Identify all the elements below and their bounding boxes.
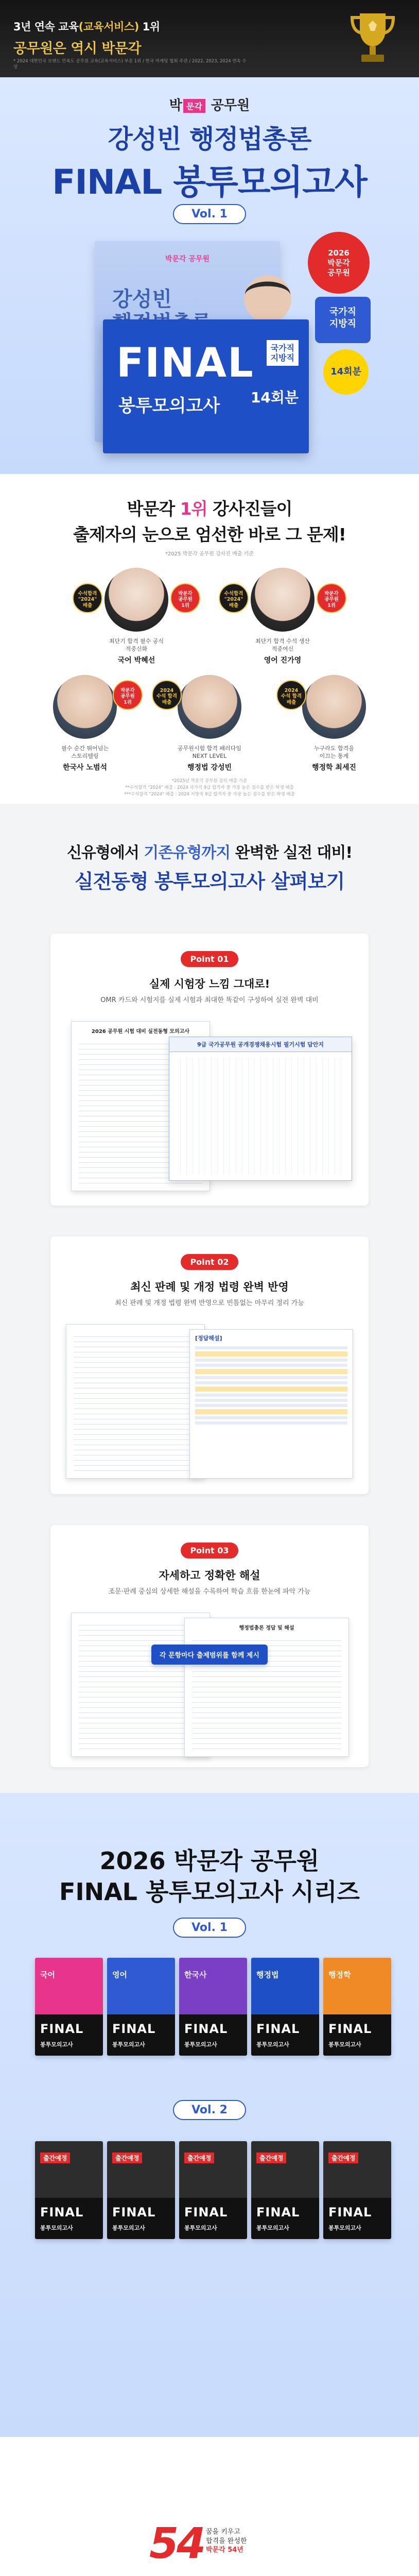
text-line xyxy=(195,1404,347,1407)
series-book[interactable] xyxy=(179,1958,247,2056)
instructor-photo xyxy=(78,568,193,632)
book-sub: 봉투모의고사 xyxy=(256,2041,289,2048)
hero-section xyxy=(0,77,419,474)
point-card-1 xyxy=(50,934,369,1206)
instructors-section xyxy=(0,474,419,804)
instructor-card xyxy=(26,675,144,772)
hero-title: 강성빈 행정법총론 xyxy=(108,124,311,154)
instructor-badge: 박문각 공무원 1위 xyxy=(113,680,143,710)
point-card-3 xyxy=(50,1525,369,1767)
instructor-badge: 2024 수석 합격 배출 xyxy=(276,680,306,710)
exam-sheet-lines xyxy=(74,1332,197,1471)
badge-2026: 2026 박문각 공무원 xyxy=(308,232,370,294)
omr-card xyxy=(169,1037,352,1181)
book-subject: 행정법 xyxy=(256,1970,279,1979)
instructor-badge: 2024 수석 합격 배출 xyxy=(152,680,182,710)
book-subject: 한국사 xyxy=(184,1970,207,1979)
instructor-badge: 수석합격 "2024" 배출 xyxy=(219,583,249,613)
point-title: 최신 판례 및 개정 법령 완벽 반영 xyxy=(130,1281,289,1293)
instructor-photo xyxy=(224,568,339,632)
point-pill: Point 03 xyxy=(181,1543,238,1558)
book-sub: 봉투모의고사 xyxy=(184,2225,217,2231)
point-pill-wrap xyxy=(50,1254,369,1270)
trophy-icon xyxy=(347,9,398,66)
book-bottom xyxy=(251,2014,319,2056)
instructor-desc: 누구라도 합격을 이끄는 통계 xyxy=(314,745,354,759)
text-line xyxy=(195,1364,347,1367)
text-line xyxy=(195,1381,347,1384)
point-desc: OMR 카드와 시험지를 실제 시험과 최대한 똑같이 구성하여 실전 완벽 대비 xyxy=(100,996,319,1004)
points-section xyxy=(0,804,419,1793)
book-top xyxy=(251,2141,319,2198)
book-final: FINAL xyxy=(256,2205,300,2219)
brand-box: 문각 xyxy=(183,99,205,113)
omr-title: 9급 국가공무원 공개경쟁채용시험 필기시험 답안지 xyxy=(169,1037,352,1052)
hero-subtitle: FINAL 봉투모의고사 xyxy=(52,162,367,202)
text-line xyxy=(195,1416,347,1419)
law-explanation-box xyxy=(189,1329,353,1479)
instructor-card xyxy=(77,568,196,665)
instructor-name: 행정학 최세진 xyxy=(311,763,357,772)
book-final: FINAL xyxy=(40,2022,84,2036)
series-section xyxy=(0,1793,419,2437)
book-sub: 봉투모의고사 xyxy=(40,2041,73,2048)
book-status: 출간예정 xyxy=(328,2153,358,2163)
point-title: 실제 시험장 느낌 그대로! xyxy=(149,978,270,990)
vol-pill: Vol. 1 xyxy=(173,204,246,224)
award-footnote: * 2024 대한민국 브랜드 만족도 공무원 교육(교육서비스) 부문 1위 / 한국 마케팅 협회 주관 / 2022, 2023, 2024 연속 수상 xyxy=(13,59,247,70)
book-top xyxy=(107,1958,175,2014)
book-subject: 영어 xyxy=(112,1970,127,1979)
instructor-card xyxy=(223,568,342,665)
instructor-name: 행정법 강성빈 xyxy=(187,763,232,772)
point-desc: 최신 판례 및 개정 법령 완벽 반영으로 빈틈없는 마무리 정리 가능 xyxy=(115,1299,304,1307)
instructor-desc: 필수 순간 뛰어넘는 스토리텔링 xyxy=(61,745,109,759)
text-line xyxy=(195,1359,347,1362)
text-line xyxy=(195,1421,347,1425)
instructor-card xyxy=(275,675,393,772)
series-book[interactable] xyxy=(323,1958,391,2056)
exam-sheet-lines xyxy=(79,1620,202,1749)
instructor-photo xyxy=(53,675,135,739)
answer-sheet-title: 행정법총론 정답 및 해설 xyxy=(239,1625,294,1631)
point-pill: Point 01 xyxy=(181,951,238,967)
exam-sheet-title: 2026 공무원 시험 대비 실전동형 모의고사 xyxy=(91,1029,190,1035)
intro-text-end: 완벽한 실전 대비! xyxy=(230,844,353,862)
instructors-note: *2025 박문각 공무원 강사진 매출 기준 xyxy=(165,551,254,557)
footnote-line: ***수석합격 "2024" 배출 : 2024 지방직 9급 합격자 중 가장 높은 점수를 받은 학생 배출 xyxy=(124,791,295,797)
heading-highlight: 1위 xyxy=(180,499,207,519)
intro-text: 신유형에서 xyxy=(66,844,144,862)
point-card-2 xyxy=(50,1236,369,1494)
heading-text-end: 강사진들이 xyxy=(207,499,292,519)
book-bottom xyxy=(179,2014,247,2056)
award-rank: 1위 xyxy=(138,21,160,33)
law-box-title: [정답해설] xyxy=(195,1335,222,1342)
brand-logo xyxy=(0,95,419,114)
instructors-footnotes xyxy=(0,778,419,798)
book-cover-front xyxy=(103,319,309,453)
anniversary-text xyxy=(206,2528,247,2555)
book-final: FINAL xyxy=(256,2022,300,2036)
book-tag: 국가직 지방직 xyxy=(267,340,299,366)
book-sub: 봉투모의고사 xyxy=(328,2041,361,2048)
book-top xyxy=(179,1958,247,2014)
exam-sheet xyxy=(66,1324,205,1479)
text-line xyxy=(195,1346,347,1349)
book-top xyxy=(35,1958,103,2014)
highlight-line xyxy=(195,1386,347,1392)
footer-section xyxy=(0,2437,419,2576)
book-bottom xyxy=(323,2014,391,2056)
footnote-line: **수석합격 "2024" 배출 : 2024 국가직 9급 합격자 중 가장 높은 점수를 받은 학생 배출 xyxy=(125,785,294,790)
anniversary-line: 합격을 완성한 xyxy=(206,2537,247,2545)
book-status: 출간예정 xyxy=(184,2153,214,2163)
series-book[interactable] xyxy=(35,1958,103,2056)
award-text: 3년 연속 교육 xyxy=(13,21,79,33)
book-sub: 봉투모의고사 xyxy=(112,2225,145,2231)
book-top xyxy=(323,1958,391,2014)
series-book-upcoming xyxy=(35,2141,103,2239)
anniversary-brand: 박문각 54년 xyxy=(206,2546,243,2554)
book-final: FINAL xyxy=(328,2205,372,2219)
award-highlight: (교육서비스) xyxy=(78,21,139,33)
book-top xyxy=(35,2141,103,2198)
intro-highlight: 기존유형까지 xyxy=(144,844,231,862)
point-title: 자세하고 정확한 해설 xyxy=(159,1569,260,1582)
instructors-subheading: 출제자의 눈으로 엄선한 바로 그 문제! xyxy=(73,524,346,545)
series-title: 2026 박문각 공무원 xyxy=(99,1847,320,1875)
book-bottom xyxy=(179,2198,247,2239)
series-book[interactable] xyxy=(107,1958,175,2056)
book-final: FINAL xyxy=(40,2205,84,2219)
book-brand: 박문각 공무원 xyxy=(165,255,210,263)
book-bottom xyxy=(107,2198,175,2239)
highlight-line xyxy=(195,1369,347,1374)
text-line xyxy=(195,1399,347,1402)
book-top xyxy=(107,2141,175,2198)
award-banner xyxy=(0,0,419,77)
book-sub: 봉투모의고사 xyxy=(184,2041,217,2048)
series-book-upcoming xyxy=(107,2141,175,2239)
book-status: 출간예정 xyxy=(256,2153,286,2163)
book-final: FINAL xyxy=(112,2205,156,2219)
badge-count: 14회분 xyxy=(323,349,369,395)
book-top xyxy=(179,2141,247,2198)
instructor-badge: 수석합격 "2024" 배출 xyxy=(73,583,102,613)
anniversary-line: 꿈을 키우고 xyxy=(206,2528,240,2536)
book-sub: 봉투모의고사 xyxy=(328,2225,361,2231)
book-sub: 봉투모의고사 xyxy=(112,2041,145,2048)
book-final-sub: 봉투모의고사 xyxy=(118,396,220,416)
brand-text: 박 xyxy=(169,98,182,113)
book-sub: 봉투모의고사 xyxy=(256,2225,289,2231)
instructor-card xyxy=(150,675,269,772)
instructor-name: 한국사 노범석 xyxy=(62,763,108,772)
point-pill: Point 02 xyxy=(181,1254,238,1270)
book-sub: 봉투모의고사 xyxy=(40,2225,73,2231)
book-status: 출간예정 xyxy=(40,2153,70,2163)
book-final: FINAL xyxy=(112,2022,156,2036)
vol1-pill: Vol. 1 xyxy=(173,1918,246,1938)
points-intro xyxy=(0,840,419,862)
vol2-pill: Vol. 2 xyxy=(173,2100,246,2120)
book-top xyxy=(323,2141,391,2198)
book-final: FINAL xyxy=(328,2022,372,2036)
series-book-upcoming xyxy=(251,2141,319,2239)
instructor-name: 영어 진가영 xyxy=(264,656,302,665)
book-bottom xyxy=(107,2014,175,2056)
brand-suffix: 공무원 xyxy=(206,98,250,113)
omr-grid xyxy=(174,1058,346,1175)
book-count: 14회분 xyxy=(250,389,299,406)
book-title-line1: 강성빈 xyxy=(112,287,172,311)
footnote-line: *2025년 박문각 공무원 강의 매출 기준 xyxy=(171,778,248,784)
callout-label: 각 문항마다 출제범위를 함께 제시 xyxy=(151,1645,268,1665)
book-bottom xyxy=(251,2198,319,2239)
instructor-photo xyxy=(281,675,366,739)
point-pill-wrap xyxy=(50,1543,369,1558)
book-subject: 행정학 xyxy=(328,1970,351,1979)
instructor-name: 국어 박혜선 xyxy=(117,656,155,665)
vol1-wrap xyxy=(0,1918,419,1938)
book-final: FINAL xyxy=(116,340,254,386)
book-final: FINAL xyxy=(184,2205,228,2219)
instructor-desc: 공무원시험 합격 패러다임 NEXT LEVEL xyxy=(178,745,241,759)
book-subject: 국어 xyxy=(40,1970,55,1979)
instructor-badge: 박문각 공무원 1위 xyxy=(170,583,200,613)
text-line xyxy=(195,1394,347,1397)
point-desc: 조문·판례 중심의 상세한 해설을 수록하여 학습 흐름 한눈에 파악 가능 xyxy=(108,1588,311,1596)
series-book-upcoming xyxy=(323,2141,391,2239)
instructor-desc: 최단기 합격 필수 공식 적중신화 xyxy=(109,638,164,652)
points-title: 실전동형 봉투모의고사 살펴보기 xyxy=(74,870,345,893)
book-bottom xyxy=(35,2198,103,2239)
vol2-wrap xyxy=(0,2100,419,2120)
series-book[interactable] xyxy=(251,1958,319,2056)
book-final: FINAL xyxy=(184,2022,228,2036)
series-book-upcoming xyxy=(179,2141,247,2239)
series-subtitle: FINAL 봉투모의고사 시리즈 xyxy=(59,1878,360,1906)
book-status: 출간예정 xyxy=(112,2153,142,2163)
badge-exam-type: 국가직 지방직 xyxy=(315,297,371,343)
instructor-badge: 박문각 공무원 1위 xyxy=(317,583,346,613)
book-bottom xyxy=(35,2014,103,2056)
anniversary-logo: 54 xyxy=(149,2519,204,2568)
point-pill-wrap xyxy=(50,951,369,967)
award-line2: 공무원은 역시 박문각 xyxy=(13,41,142,57)
vol-pill-wrap xyxy=(0,204,419,224)
instructor-desc: 최단기 합격 수석 생산 적중여신 xyxy=(255,638,310,652)
instructors-heading xyxy=(0,496,419,520)
highlight-line xyxy=(195,1409,347,1414)
answer-sheet xyxy=(184,1618,349,1757)
award-line1 xyxy=(13,19,160,34)
text-line xyxy=(195,1376,347,1379)
book-top xyxy=(251,1958,319,2014)
instructor-photo xyxy=(156,675,241,739)
book-bottom xyxy=(323,2198,391,2239)
highlight-line xyxy=(195,1351,347,1357)
heading-text: 박문각 xyxy=(127,499,180,519)
